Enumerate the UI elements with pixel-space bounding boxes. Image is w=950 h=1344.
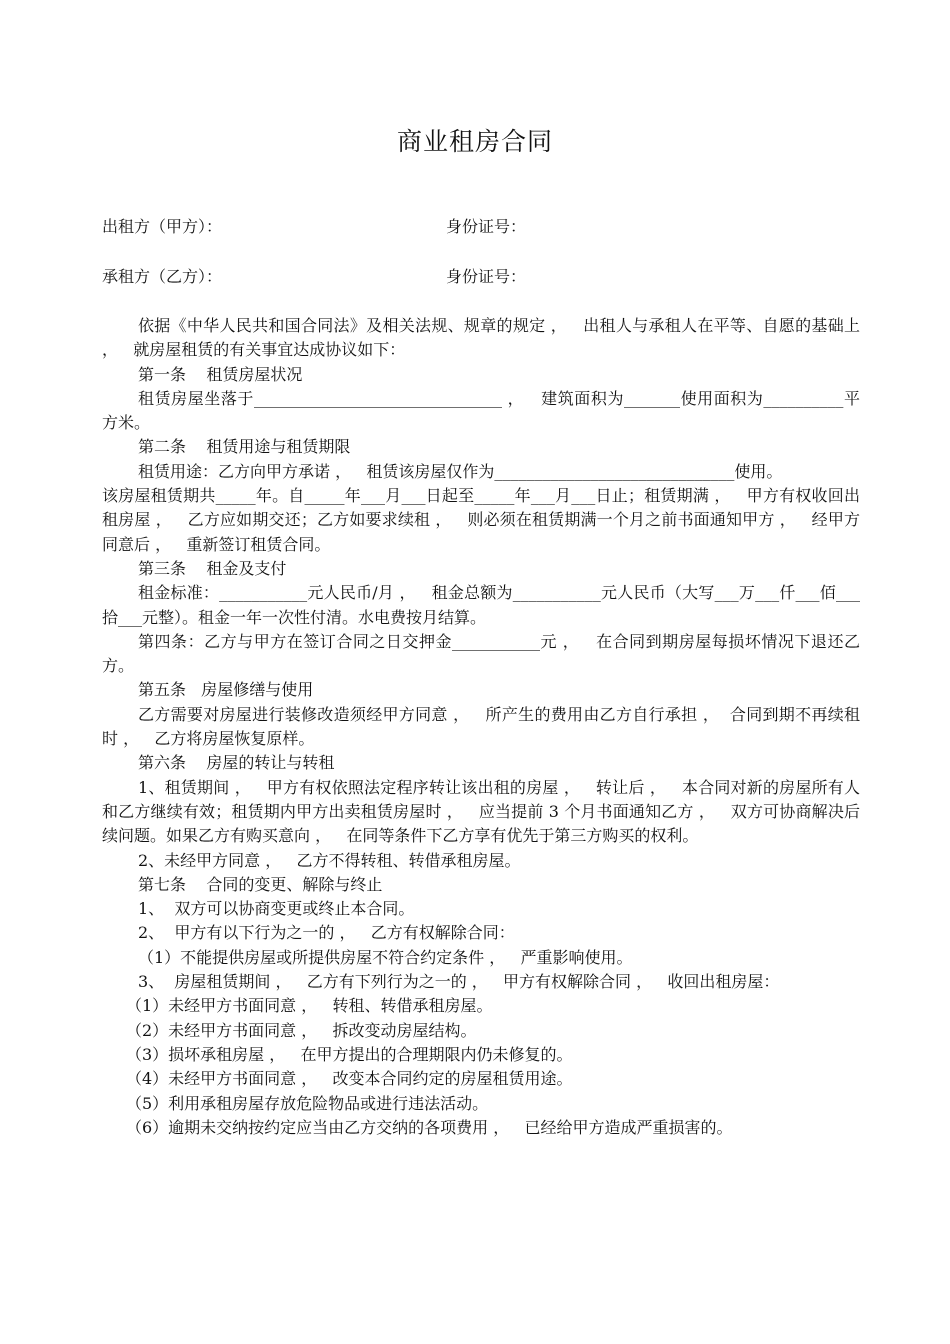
article-7-clause-2: 2、 甲方有以下行为之一的 ， 乙方有权解除合同： xyxy=(138,923,515,943)
article-7-clause-2-item-1: （1）不能提供房屋或所提供房屋不符合约定条件 ， 严重影响使用。 xyxy=(138,947,633,967)
article-6-heading: 第六条 房屋的转让与转租 xyxy=(138,753,335,773)
article-7-clause-3-item-6: （6）逾期未交纳按约定应当由乙方交纳的各项费用 ， 已经给甲方造成严重损害的。 xyxy=(126,1117,733,1137)
preamble-paragraph: 依据《中华人民共和国合同法》及相关法规、规章的规定 ， 出租人与承租人在平等、自愿的基础上 ， 就房屋租赁的有关事宜达成协议如下： xyxy=(102,316,866,360)
article-6-clause-1: 1、租赁期间 ， 甲方有权依照法定程序转让该出租的房屋 ， 转让后 ， 本合同对新的房屋所有人和乙方继续有效；租赁期内甲方出卖租赁房屋时 ， 应当提前 3 个月书面通知乙方 ， 双方可协商解决后续问题。如果乙方有购买意向 ， 在同等条件下乙方享有优先于第三方购买的权利。 xyxy=(102,777,860,846)
lessor-id-label: 身份证号： xyxy=(446,217,527,236)
article-3-text: 租金标准：___________元人民币/月 ， 租金总额为___________元人民币（大写___万___仟___佰___拾___元整）。租金一年一次性付清。水电费按月结算。 xyxy=(102,583,860,627)
article-7-clause-3-item-1: （1）未经甲方书面同意 ， 转租、转借承租房屋。 xyxy=(126,996,493,1016)
article-7-clause-3-item-5: （5）利用承租房屋存放危险物品或进行违法活动。 xyxy=(126,1093,489,1113)
article-7-clause-3-item-4: （4）未经甲方书面同意 ， 改变本合同约定的房屋租赁用途。 xyxy=(126,1069,573,1089)
article-7-clause-3: 3、 房屋租赁期间 ， 乙方有下列行为之一的 ， 甲方有权解除合同 ， 收回出租房屋： xyxy=(138,972,780,992)
lessee-id-label: 身份证号： xyxy=(446,267,527,286)
lessor-label: 出租方（甲方）： xyxy=(102,217,223,236)
document-title: 商业租房合同 xyxy=(396,127,553,156)
article-2-term: 该房屋租赁期共_____年。自_____年___月___日起至_____年___月___日止；租赁期满 ， 甲方有权收回出租房屋 ， 乙方应如期交还；乙方如要求续租 ， 则必须在租赁期满一个月之前书面通知甲方 ， 经甲方同意后 ， 重新签订租赁合同。 xyxy=(102,486,860,554)
article-7-clause-1: 1、 双方可以协商变更或终止本合同。 xyxy=(138,899,415,919)
article-4-text: 第四条：乙方与甲方在签订合同之日交押金___________元 ， 在合同到期房屋每损坏情况下退还乙方。 xyxy=(102,631,860,676)
lessee-label: 承租方（乙方）： xyxy=(102,267,223,286)
article-2-usage: 租赁用途：乙方向甲方承诺 ， 租赁该房屋仅作为______________________________使用。 xyxy=(138,461,783,481)
article-3-heading: 第三条 租金及支付 xyxy=(138,558,287,578)
article-5-text: 乙方需要对房屋进行装修改造须经甲方同意 ， 所产生的费用由乙方自行承担 ， 合同到期不再续租时 ， 乙方将房屋恢复原样。 xyxy=(102,704,860,749)
contract-body xyxy=(102,314,866,1140)
article-7-clause-3-item-2: （2）未经甲方书面同意 ， 拆改变动房屋结构。 xyxy=(126,1020,477,1040)
article-1-text: 租赁房屋坐落于_______________________________ ， 建筑面积为_______使用面积为__________平方米。 xyxy=(102,388,860,433)
article-6-clause-2: 2、未经甲方同意 ， 乙方不得转租、转借承租房屋。 xyxy=(138,850,521,870)
article-7-clause-3-item-3: （3）损坏承租房屋 ， 在甲方提出的合理期限内仍未修复的。 xyxy=(126,1044,573,1064)
article-2-heading: 第二条 租赁用途与租赁期限 xyxy=(138,437,351,457)
article-7-heading: 第七条 合同的变更、解除与终止 xyxy=(138,874,383,894)
article-5-heading: 第五条 房屋修缮与使用 xyxy=(138,680,314,700)
article-1-heading: 第一条 租赁房屋状况 xyxy=(138,364,303,384)
